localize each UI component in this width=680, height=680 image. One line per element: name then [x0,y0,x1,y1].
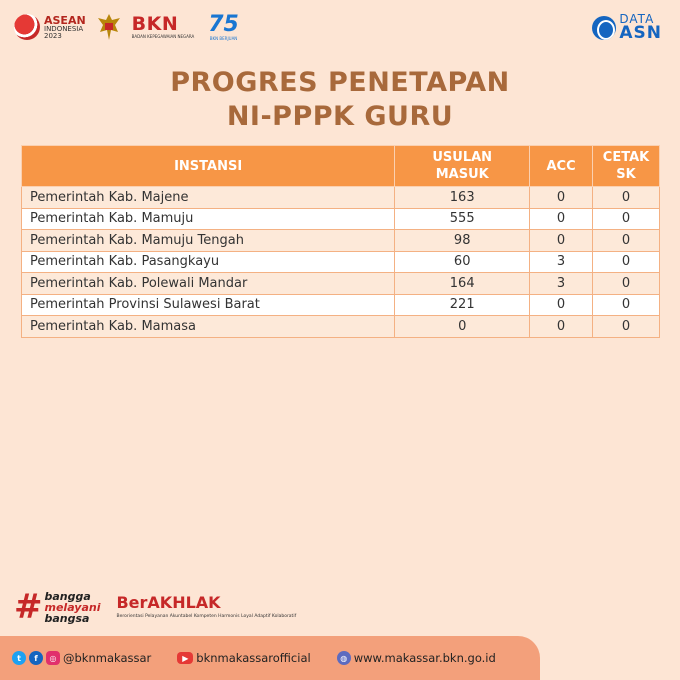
cell-acc: 0 [530,230,593,252]
social-handle[interactable]: @bknmakassar [63,651,152,665]
cell-acc: 3 [530,273,593,295]
cell-cetak: 0 [593,187,660,209]
table-row [22,187,660,209]
progress-table-container [21,145,660,338]
youtube-icon[interactable]: ▶ [177,652,193,664]
header-usulan-masuk [395,146,530,187]
cell-acc: 0 [530,187,593,209]
cell-acc: 3 [530,251,593,273]
table-row [22,208,660,230]
asean-year: 2023 [44,31,62,40]
footer-bar [0,636,540,680]
cell-usulan: 60 [395,251,530,273]
cell-usulan: 98 [395,230,530,252]
table-row [22,294,660,316]
table-row [22,316,660,338]
website-url[interactable]: www.makassar.bkn.go.id [353,651,496,665]
cell-usulan: 163 [395,187,530,209]
social-links[interactable] [12,651,151,665]
berakhlak-subtitle: Berorientasi Pelayanan Akuntabel Kompeten Harmonis Loyal Adaptif Kolaboratif [116,613,297,619]
cell-cetak: 0 [593,294,660,316]
cell-instansi: Pemerintah Kab. Mamasa [22,316,395,338]
berakhlak-title: BerAKHLAK [116,592,221,612]
header-logos [14,12,239,42]
cell-instansi: Pemerintah Kab. Mamuju Tengah [22,230,395,252]
cell-cetak: 0 [593,230,660,252]
data-asn-line2: ASN [619,23,662,44]
asean-title: ASEAN [44,13,86,27]
cell-cetak: 0 [593,316,660,338]
cell-acc: 0 [530,294,593,316]
cell-usulan: 0 [395,316,530,338]
youtube-link[interactable] [177,651,310,665]
cell-instansi: Pemerintah Kab. Polewali Mandar [22,273,395,295]
table-row [22,230,660,252]
globe-icon[interactable]: ◍ [337,651,351,665]
hashtag-icon: # [14,587,43,627]
header-usulan-line1: USULAN [432,150,493,165]
asean-country: INDONESIA [44,24,84,33]
asean-emblem-icon [14,14,40,40]
youtube-channel[interactable]: bknmakassarofficial [196,651,311,665]
cell-instansi: Pemerintah Kab. Pasangkayu [22,251,395,273]
website-link[interactable] [337,651,496,665]
data-asn-line1: DATA [619,12,655,26]
cell-usulan: 555 [395,208,530,230]
page-title [0,66,680,134]
garuda-emblem-icon [96,12,122,42]
cell-cetak: 0 [593,208,660,230]
progress-table [21,145,660,338]
anniv-number: 75 [208,11,239,37]
bkn-logo [132,15,195,39]
cell-cetak: 0 [593,251,660,273]
header-cetak-line2: SK [616,167,636,182]
header-instansi: INSTANSI [22,146,395,187]
bkn-subtitle: BADAN KEPEGAWAIAN NEGARA [131,34,195,39]
title-line-2: NI-PPPK GURU [226,101,454,132]
header-usulan-line2: MASUK [435,167,489,182]
cell-acc: 0 [530,316,593,338]
table-header-row [22,146,660,187]
table-row [22,273,660,295]
bangga-melayani-logo [14,587,101,627]
bangga-word-3: bangsa [44,611,90,625]
data-asn-logo [592,14,662,42]
asean-logo [14,14,86,40]
cell-cetak: 0 [593,273,660,295]
header-cetak-sk [593,146,660,187]
footer-logos [14,587,297,627]
bangga-word-1: bangga [44,589,91,603]
header-acc: ACC [530,146,593,187]
instagram-icon[interactable]: ◎ [46,651,60,665]
bkn-75-logo [208,11,239,41]
cell-instansi: Pemerintah Kab. Majene [22,187,395,209]
title-line-1: PROGRES PENETAPAN [170,67,510,98]
cell-usulan: 164 [395,273,530,295]
table-row [22,251,660,273]
data-asn-globe-icon [592,16,616,40]
header-cetak-line1: CETAK [602,150,650,165]
cell-instansi: Pemerintah Kab. Mamuju [22,208,395,230]
cell-acc: 0 [530,208,593,230]
berakhlak-logo [116,592,297,620]
facebook-icon[interactable]: f [29,651,43,665]
bkn-title: BKN [131,13,179,35]
bangga-word-2: melayani [44,600,101,614]
cell-usulan: 221 [395,294,530,316]
twitter-icon[interactable]: t [12,651,26,665]
anniv-subtitle: BKN BERJUAN [209,35,238,41]
cell-instansi: Pemerintah Provinsi Sulawesi Barat [22,294,395,316]
